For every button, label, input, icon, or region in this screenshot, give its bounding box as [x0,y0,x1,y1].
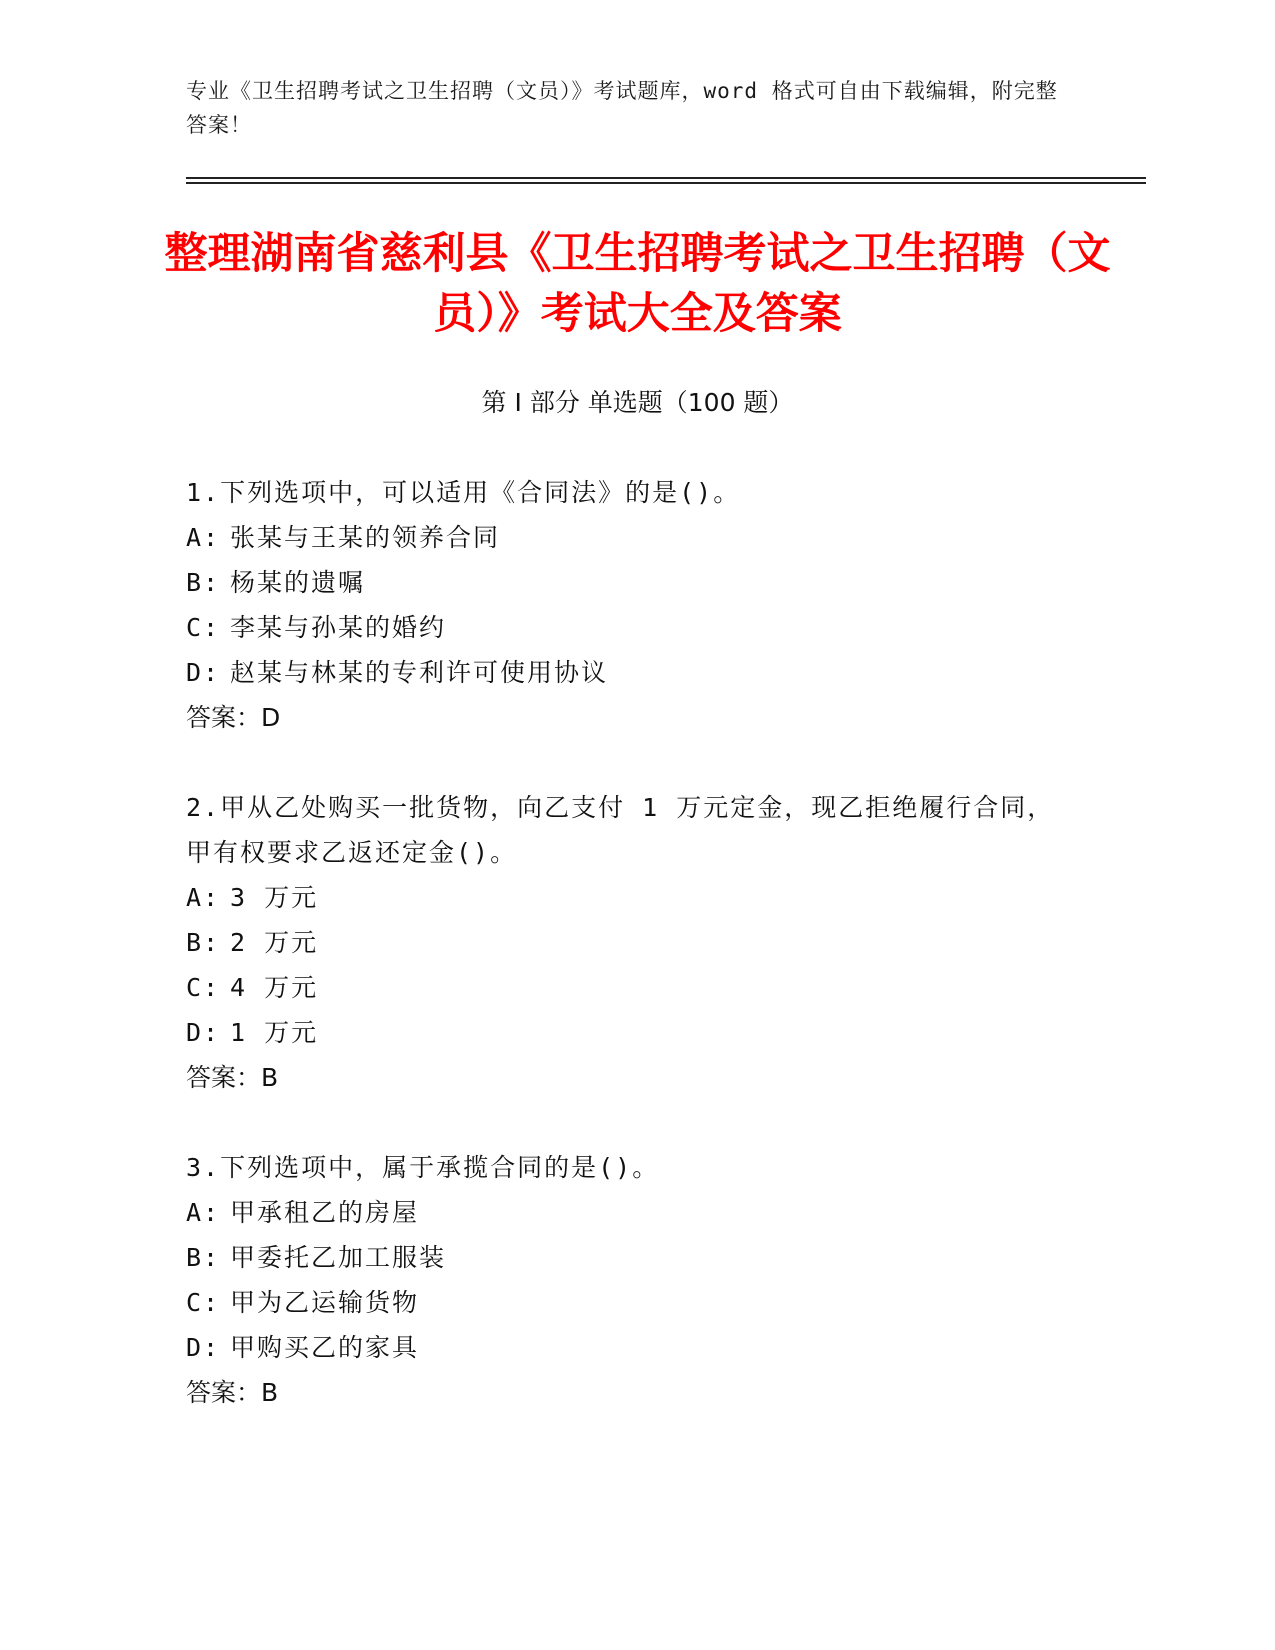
question-list [186,470,1086,1460]
answer-prefix: 答案： [186,1378,262,1407]
option-a [186,875,1086,920]
option-text: 1 万元 [230,1018,319,1047]
question-item [186,470,1086,740]
option-letter: D: [186,1333,221,1362]
option-letter: B: [186,568,221,597]
option-c [186,605,1086,650]
option-text: 杨某的遗嘱 [230,568,366,597]
option-letter: C: [186,613,221,642]
option-text: 3 万元 [230,883,319,912]
page-title: 整理湖南省慈利县《卫生招聘考试之卫生招聘（文员）》考试大全及答案 [164,229,1111,339]
option-text: 甲购买乙的家具 [230,1333,420,1362]
option-text: 张某与王某的领养合同 [230,523,501,552]
answer-value: B [261,1378,279,1407]
option-text: 2 万元 [230,928,319,957]
question-stem: 2.甲从乙处购买一批货物，向乙支付 1 万元定金，现乙拒绝履行合同，甲有权要求乙返还定金()。 [186,793,1055,867]
option-a [186,1190,1086,1235]
option-b [186,560,1086,605]
answer-line [186,1055,1086,1100]
question-stem: 1.下列选项中，可以适用《合同法》的是()。 [186,478,741,507]
option-text: 李某与孙某的婚约 [230,613,447,642]
option-text: 4 万元 [230,973,319,1002]
option-b [186,1235,1086,1280]
header-note: 专业《卫生招聘考试之卫生招聘（文员）》考试题库，word 格式可自由下载编辑，附完整答案！ [186,79,1058,137]
option-d [186,1010,1086,1055]
option-letter: A: [186,1198,221,1227]
option-c [186,965,1086,1010]
option-letter: A: [186,523,221,552]
answer-line [186,1370,1086,1415]
answer-line [186,695,1086,740]
question-stem: 3.下列选项中，属于承揽合同的是()。 [186,1153,660,1182]
option-letter: D: [186,1018,221,1047]
option-text: 甲委托乙加工服装 [230,1243,447,1272]
option-text: 甲为乙运输货物 [230,1288,420,1317]
option-text: 赵某与林某的专利许可使用协议 [230,658,609,687]
option-letter: D: [186,658,221,687]
answer-prefix: 答案： [186,703,262,732]
option-letter: B: [186,928,221,957]
option-b [186,920,1086,965]
section-heading: 第 I 部分 单选题（100 题） [481,388,794,417]
header-rule-bottom [186,182,1146,184]
option-letter: A: [186,883,221,912]
question-item [186,1145,1086,1415]
option-letter: C: [186,973,221,1002]
option-c [186,1280,1086,1325]
option-text: 甲承租乙的房屋 [230,1198,420,1227]
answer-value: B [261,1063,279,1092]
question-item [186,785,1086,1100]
option-a [186,515,1086,560]
option-d [186,1325,1086,1370]
answer-value: D [261,703,281,732]
header-rule-top [186,177,1146,179]
option-letter: B: [186,1243,221,1272]
option-d [186,650,1086,695]
option-letter: C: [186,1288,221,1317]
answer-prefix: 答案： [186,1063,262,1092]
